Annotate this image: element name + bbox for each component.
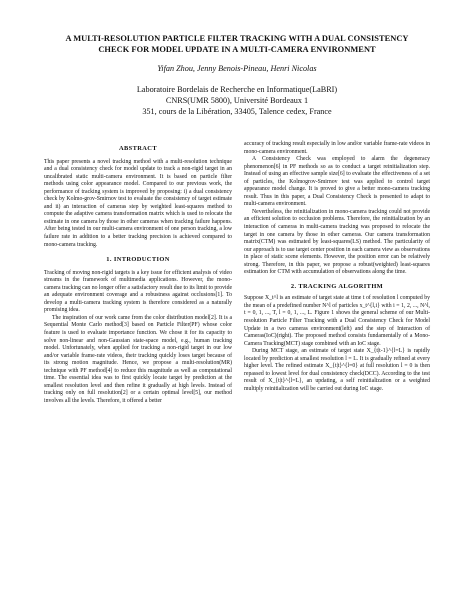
right-column <box>244 141 430 394</box>
title-line-1: A MULTI-RESOLUTION PARTICLE FILTER TRACKING WITH A DUAL CONSISTENCY <box>65 34 409 43</box>
right-paragraph-3: Nevertheless, the reinitialization in mono-camera tracking could not provide an efficient solution to occlusion problems. Therefore, the reinitialization by an interaction of cameras in multi-camera tracking was proposed to relocate the target in one camera by those in other cameras. Our camera transformation matrix(CTM) was estimated by least-squares(LS) method. The particularity of our approach is to use target center position in each camera view as observations in place of static scene elements. However, the position error can be relatively strong. Therefore, in this paper, we propose a robust(weighted) least-squares estimation for CTM with accumulation of observations along the time. <box>244 208 430 276</box>
affiliation-line-3: 351, cours de la Libération, 33405, Talence cedex, France <box>142 107 332 116</box>
title-line-2: CHECK FOR MODEL UPDATE IN A MULTI-CAMERA ENVIRONMENT <box>98 44 376 54</box>
right-paragraph-2: A Consistency Check was employed to alarm the degeneracy phenomenon[6] in PF methods so as to conduct a target reinitialization step. Instead of using an effective sample size[6] to evaluate the effectiveness of a set of particles, the Kolmogrov-Smirnov test was applied to control target appearance model change. It is proved to give a better mono-camera tracking result. Thus in this paper, a Dual Consistency Check is presented to adapt to multi-camera environment. <box>244 156 430 208</box>
intro-paragraph-1: Tracking of moving non-rigid targets is a key issue for efficient analysis of video streams in the framework of multimedia applications. However, the mono-camera tracking can no longer offer a satisfactory result due to its limit to provide an adequate environment coverage and a robustness against occlusions[1]. To develop a multi-camera tracking system is therefore considered as a naturally promising idea. <box>44 269 232 314</box>
introduction-heading: 1. INTRODUCTION <box>106 256 170 264</box>
algorithm-paragraph-2: During MCT stage, an estimate of target state X_{t|t-1}^{l=L} is rapidly located by prediction at smallest resolution l = L. It is gradually refined at every higher level. The refined estimate X_{t|t}^{l=0} at full resolution l = 0 is then repassed to lowest level for dual consistency check(DCC). According to the test result of X_{t|t}^{l=L}, an updating, a self reinitialization or a weighted multiply reinitialization will be carried out during IoC stage. <box>244 348 430 392</box>
affiliation-line-1: Laboratoire Bordelais de Recherche en Informatique(LaBRI) <box>136 85 338 94</box>
affiliation-line-2: CNRS(UMR 5800), Université Bordeaux 1 <box>165 96 309 105</box>
algorithm-paragraph-1: Suppose X_t^l is an estimate of target state at time t of resolution l computed by the mean of a predefined number N^l of particles x_t^{l,i} with i = 1, 2, ..., N^l, t = 0, 1, ..., T, l = 0, 1, ..., L. Figure 1 shows the general scheme of our Multi-resolution Particle Filter Tracking with a Dual Consistency Check for Model Update in a two cameras environment(left) and the step of Interaction of Cameras(IoC)(right). The proposed method consists fundamentally of a Mono-Camera Tracking(MCT) stage combined with an IoC stage. <box>244 295 430 347</box>
affiliation <box>22 84 452 117</box>
abstract-text: This paper presents a novel tracking method with a multi-resolution technique and a dual consistency check for model update to track a non-rigid target in an uncalibrated static multi-camera environment. It is based on particle filter methods using color appearance model. Compared to our previous work, the performance of tracking system is improved by proposing: i) a dual consistency check by Kolmo-grov-Smirnov test to evaluate the consistency of target estimate and ii) an interaction of cameras step by weighted least-squares method to compute the adaptive camera transformation matrix which is used to relocate the estimate in one camera by those in other cameras when tracking failure happens. After being tested in our multi-camera environment of one person tracking, a low failure rate in addition to a better tracking precision is achieved compared to mono-camera tracking. <box>44 158 232 248</box>
paper-title <box>22 34 452 55</box>
author-list: Yifan Zhou, Jenny Benois-Pineau, Henri Nicolas <box>157 64 317 73</box>
tracking-algorithm-heading: 2. TRACKING ALGORITHM <box>290 282 384 290</box>
left-column <box>44 142 232 406</box>
abstract-heading: ABSTRACT <box>118 145 157 152</box>
intro-paragraph-2: The inspiration of our work came from the color distribution model[2]. It is a Sequential Monte Carlo method[3] based on Particle Filter(PF) whose color feature is used to evaluate importance function. We chose it for its capacity to solve non-linear and non-Gaussian state-space model, e.g., human tracking model. Unfortunately, when applied for tracking a non-rigid target in our low and/or variable frame-rate videos, their tracking quickly loses target because of its strong motion magnitude. Hence, we propose a multi-resolution(MR) technique with PF method[4] to reduce this magnitude as well as computational time. The essential idea was to first quickly locate target by prediction at the smallest resolution level and then refine it gradually at high levels. Instead of tracking only on full resolution[2] or a certain optimal level[5], our method involves all the levels. Therefore, it offered a better <box>44 314 232 404</box>
right-paragraph-1: accuracy of tracking result especially in low and/or variable frame-rate videos in mono-camera environment. <box>244 141 430 155</box>
